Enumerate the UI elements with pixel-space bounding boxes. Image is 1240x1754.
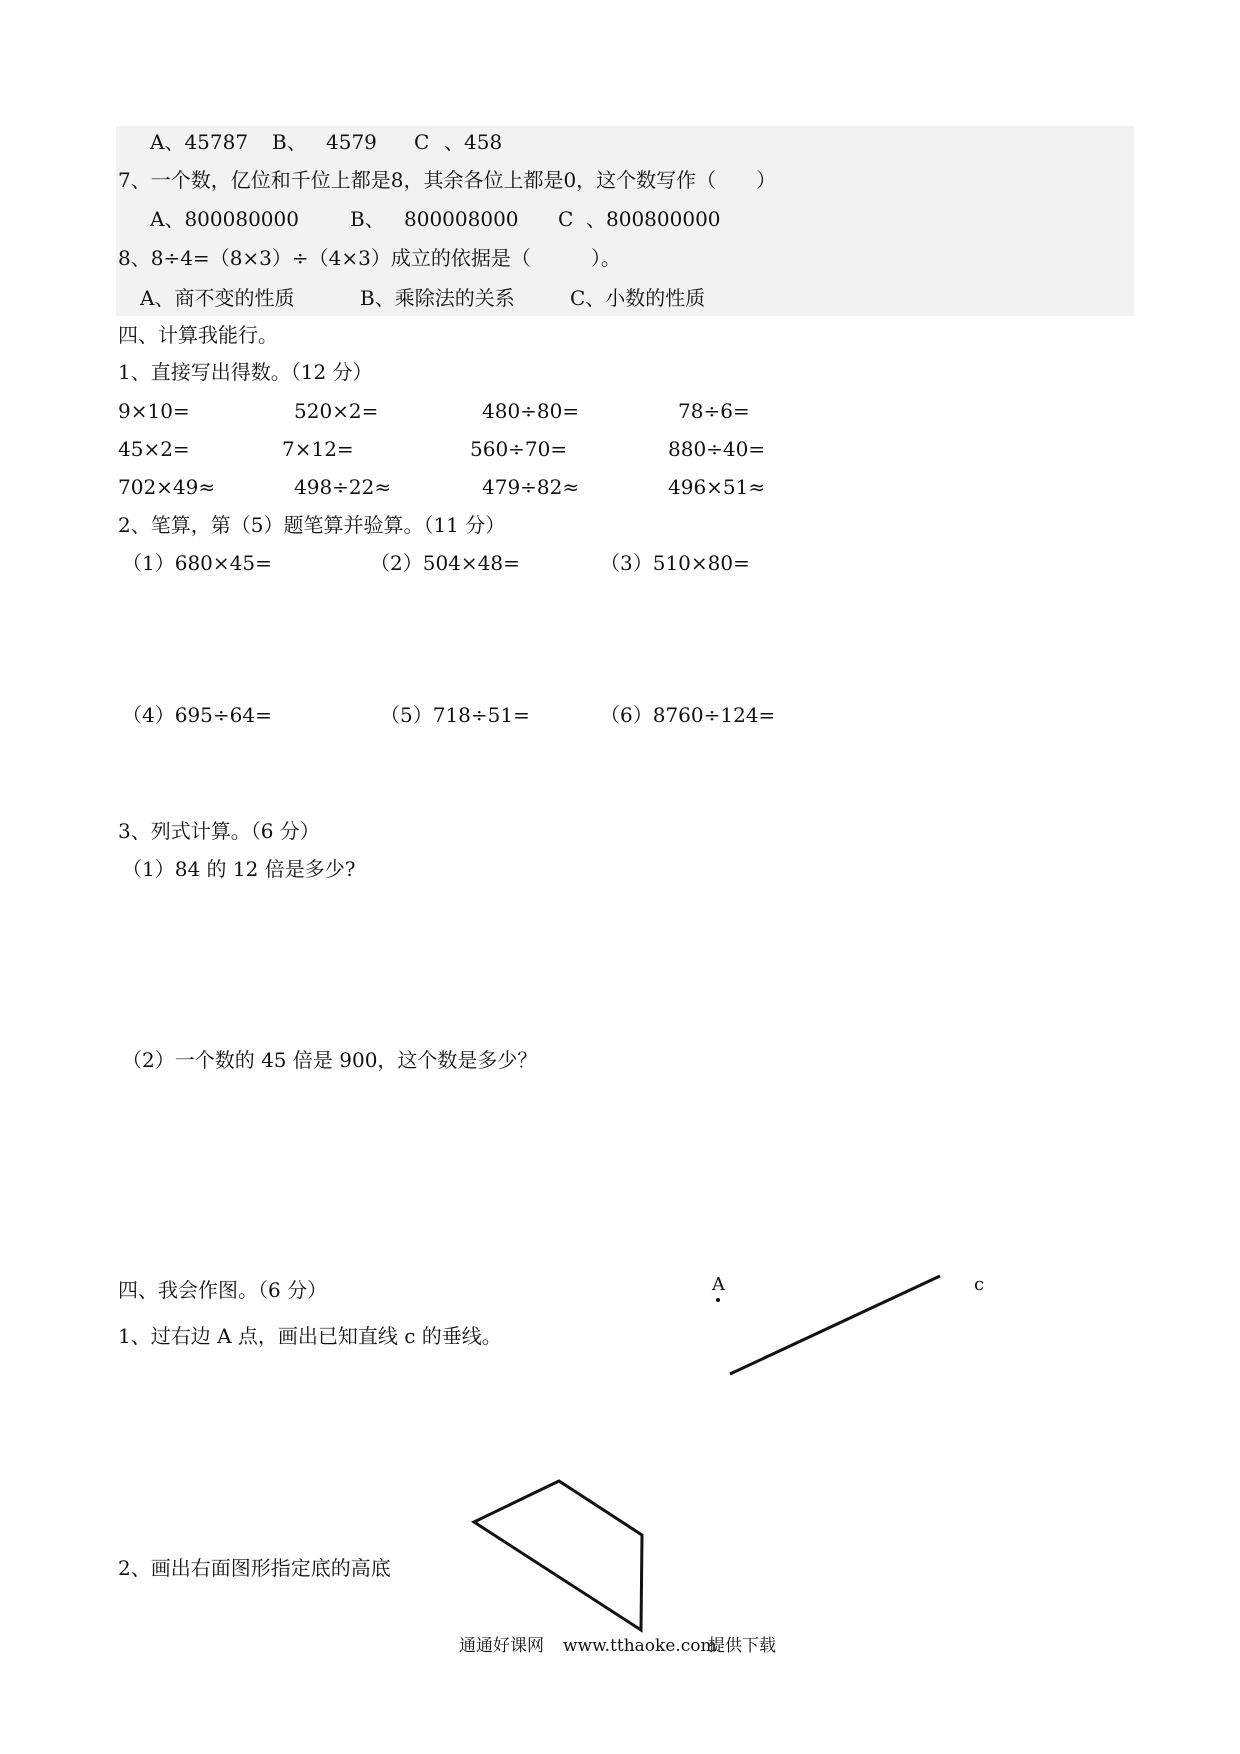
q8-option-a: A、商不变的性质: [140, 286, 295, 310]
oral-item: 45×2=: [118, 437, 190, 461]
drawing-q1-text: 1、过右边 A 点，画出已知直线 c 的垂线。: [118, 1324, 502, 1348]
q7-stem: 7、一个数，亿位和千位上都是8，其余各位上都是0，这个数写作（ ）: [118, 168, 777, 192]
calc-q3-title: 3、列式计算。（6 分）: [118, 819, 320, 843]
written-calc-item: （6）8760÷124=: [600, 703, 776, 727]
q6-option-c-value: 、458: [444, 130, 503, 154]
oral-item: 880÷40=: [668, 437, 766, 461]
q7-option-c-label: C: [558, 207, 574, 231]
oral-item: 479÷82≈: [482, 475, 580, 499]
q8-option-b: B、乘除法的关系: [360, 286, 515, 310]
written-calc-item: （5）718÷51=: [380, 703, 530, 727]
oral-item: 78÷6=: [678, 399, 750, 423]
q8-stem: 8、8÷4=（8×3）÷（4×3）成立的依据是（ ）。: [118, 246, 621, 270]
word-problem-item: （2）一个数的 45 倍是 900，这个数是多少？: [122, 1048, 538, 1072]
q7-option-b-value: 800008000: [404, 207, 519, 231]
footer-suffix: 提供下载: [708, 1636, 776, 1656]
written-calc-item: （1）680×45=: [122, 551, 272, 575]
q6-option-b-value: 4579: [326, 130, 377, 154]
oral-item: 496×51≈: [668, 475, 766, 499]
q7-option-a: A、800080000: [150, 207, 299, 231]
q8-option-c: C、小数的性质: [570, 286, 706, 310]
calc-q2-title: 2、笔算，第（5）题笔算并验算。（11 分）: [118, 513, 506, 537]
oral-item: 9×10=: [118, 399, 190, 423]
q6-option-c-label: C: [414, 130, 430, 154]
word-problem-item: （1）84 的 12 倍是多少?: [122, 857, 356, 881]
oral-item: 560÷70=: [470, 437, 568, 461]
written-calc-item: （3）510×80=: [600, 551, 750, 575]
point-a-dot: [716, 1298, 720, 1302]
calc-q1-title: 1、直接写出得数。（12 分）: [118, 360, 373, 384]
written-calc-item: （2）504×48=: [370, 551, 520, 575]
footer-site-name: 通通好课网: [459, 1636, 544, 1656]
oral-item: 7×12=: [282, 437, 354, 461]
line-c: [730, 1276, 940, 1374]
quadrilateral-figure: [474, 1481, 642, 1630]
oral-item: 520×2=: [294, 399, 379, 423]
q6-option-a: A、45787: [150, 130, 249, 154]
footer-url[interactable]: www.tthaoke.com: [563, 1636, 717, 1656]
line-c-label: c: [974, 1274, 985, 1295]
section-drawing-title: 四、我会作图。（6 分）: [118, 1278, 328, 1302]
drawing-q2-text: 2、画出右面图形指定底的高底: [118, 1556, 391, 1580]
oral-item: 480÷80=: [482, 399, 580, 423]
written-calc-item: （4）695÷64=: [122, 703, 272, 727]
point-a-label: A: [712, 1274, 725, 1295]
q7-option-c-value: 、800800000: [586, 207, 721, 231]
q7-option-b-label: B、: [350, 207, 385, 231]
oral-item: 702×49≈: [118, 475, 216, 499]
q6-option-b-label: B、: [272, 130, 307, 154]
oral-item: 498÷22≈: [294, 475, 392, 499]
section-calc-title: 四、计算我能行。: [118, 323, 278, 347]
